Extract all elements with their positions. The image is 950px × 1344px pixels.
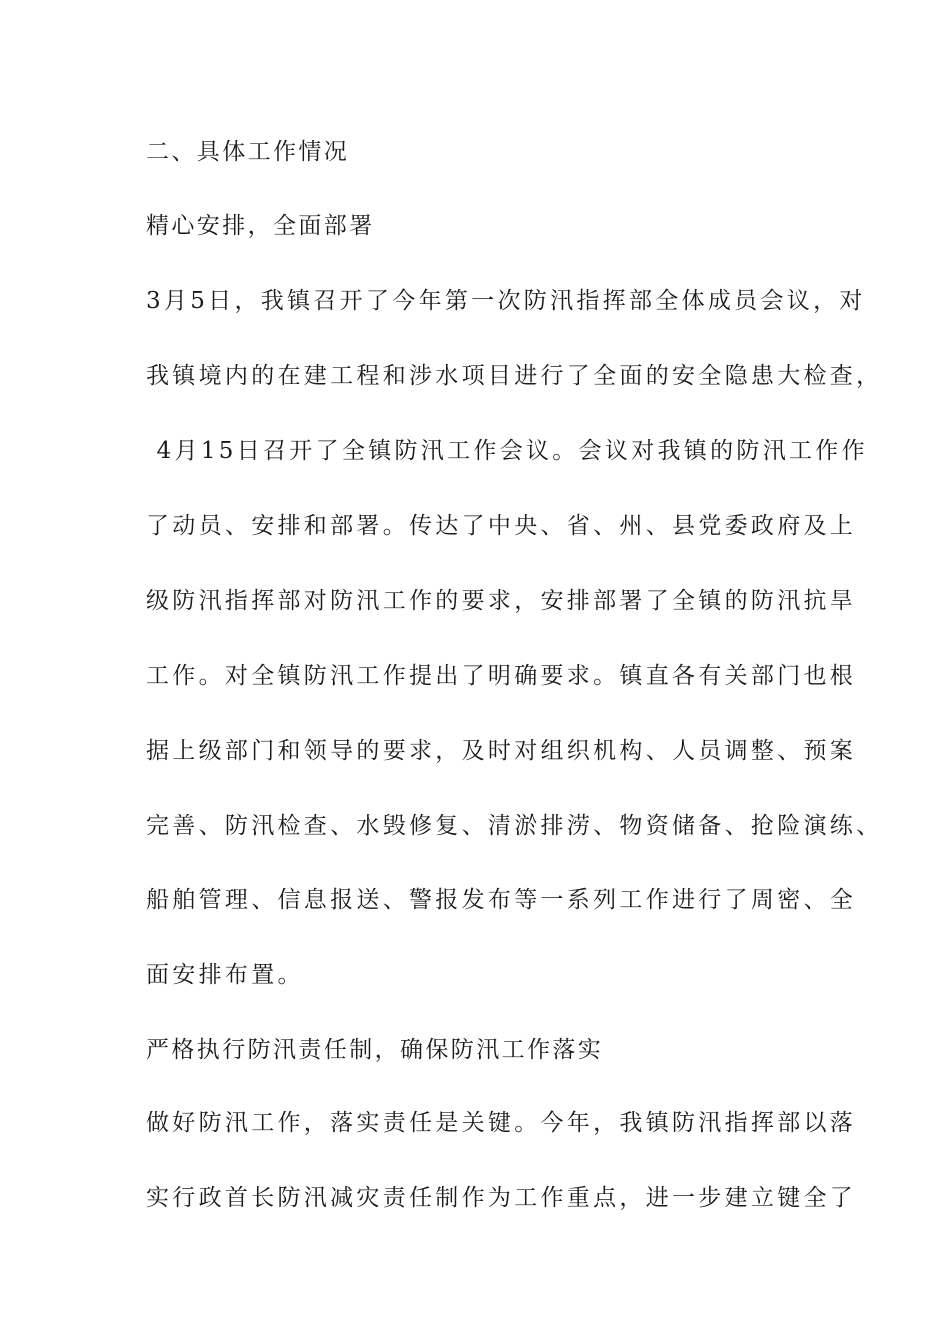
paragraph-1-line: 面安排布置。 — [146, 962, 304, 988]
subheading-careful-arrangement: 精心安排，全面部署 — [146, 213, 375, 239]
paragraph-1-line: 船舶管理、信息报送、警报发布等一系列工作进行了周密、全 — [146, 887, 857, 913]
section-heading: 二、具体工作情况 — [146, 139, 350, 165]
paragraph-2-line: 实行政首长防汛减灾责任制作为工作重点，进一步建立键全了 — [146, 1185, 857, 1211]
paragraph-1-line: 我镇境内的在建工程和涉水项目进行了全面的安全隐患大检查， — [146, 363, 883, 389]
paragraph-1-line: 完善、防汛检查、水毁修复、清淤排涝、物资储备、抢险演练、 — [146, 813, 883, 839]
paragraph-1-line: 据上级部门和领导的要求，及时对组织机构、人员调整、预案 — [146, 738, 857, 764]
paragraph-1-line: 4月15日召开了全镇防汛工作会议。会议对我镇的防汛工作作 — [146, 438, 868, 464]
subheading-responsibility-system: 严格执行防汛责任制，确保防汛工作落实 — [146, 1037, 604, 1063]
paragraph-1-line: 级防汛指挥部对防汛工作的要求，安排部署了全镇的防汛抗旱 — [146, 588, 857, 614]
paragraph-1-line: 3月5日，我镇召开了今年第一次防汛指挥部全体成员会议，对 — [146, 288, 866, 314]
paragraph-1-line: 工作。对全镇防汛工作提出了明确要求。镇直各有关部门也根 — [146, 663, 857, 689]
paragraph-2-line: 做好防汛工作，落实责任是关键。今年，我镇防汛指挥部以落 — [146, 1110, 857, 1136]
paragraph-1-line: 了动员、安排和部署。传达了中央、省、州、县党委政府及上 — [146, 513, 857, 539]
